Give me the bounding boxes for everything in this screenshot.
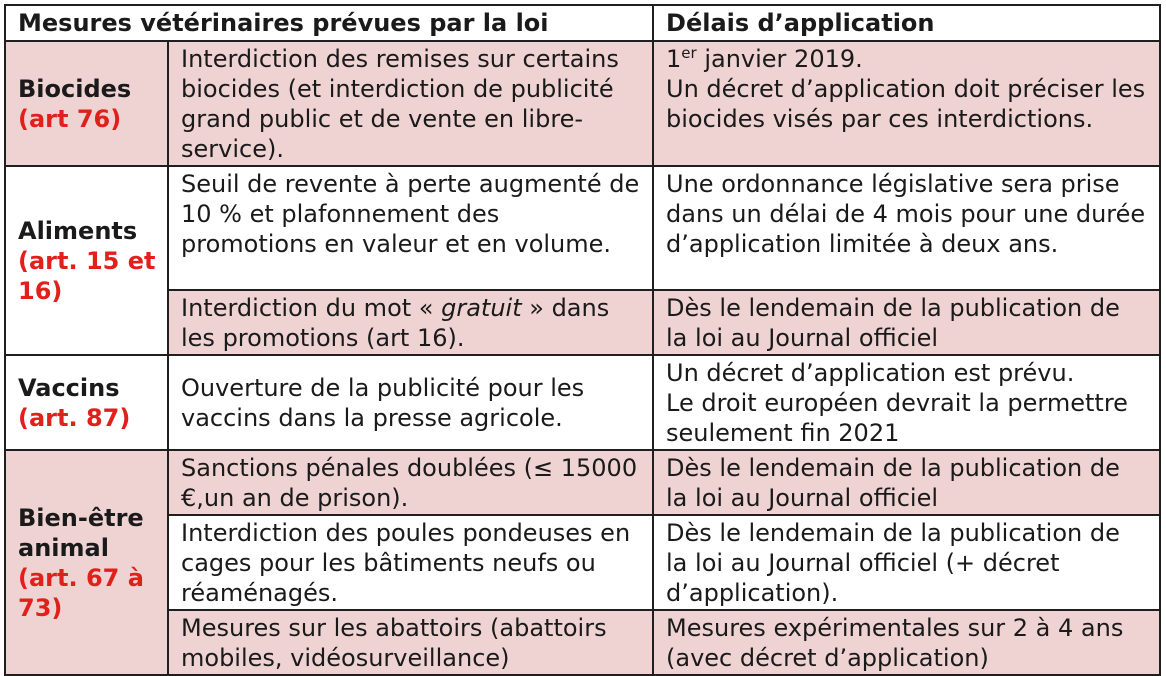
category-article: (art 76) [18, 105, 122, 133]
table-row-biocides [5, 41, 1160, 166]
deadline-cell: Mesures expérimentales sur 2 à 4 ans (avec décret d’application) [653, 610, 1160, 675]
category-bien-etre [5, 450, 168, 675]
measure-cell: Ouverture de la publicité pour les vaccins dans la presse agricole. [168, 355, 653, 450]
measure-cell: Interdiction des remises sur certains biocides (et interdiction de publicité grand public et de vente en libre-service). [168, 41, 653, 166]
category-name: Biocides [18, 75, 132, 103]
deadline-note: Un décret d’application doit préciser les biocides visés par ces interdictions. [666, 75, 1146, 133]
table-row-bien-etre-1 [5, 450, 1160, 515]
deadline-day: 1 [666, 45, 682, 73]
header-measures: Mesures vétérinaires prévues par la loi [5, 5, 653, 41]
deadline-cell [653, 41, 1160, 166]
deadline-cell: Dès le lendemain de la publication de la loi au Journal officiel [653, 290, 1160, 355]
category-name: Bien-être animal [18, 504, 144, 562]
measure-italic-word: gratuit [441, 294, 522, 322]
deadline-superscript: er [681, 44, 697, 62]
measure-cell: Seuil de revente à perte augmenté de 10 % et plafonnement des promotions en valeur et en volume. [168, 166, 653, 290]
measure-cell: Sanctions pénales doublées (≤ 15000 €,un an de prison). [168, 450, 653, 515]
deadline-cell: Dès le lendemain de la publication de la loi au Journal officiel [653, 450, 1160, 515]
category-article: (art. 15 et 16) [18, 247, 156, 305]
category-biocides [5, 41, 168, 166]
table-row-aliments-2 [5, 290, 1160, 355]
measure-cell: Interdiction des poules pondeuses en cages pour les bâtiments neufs ou réaménagés. [168, 515, 653, 610]
measure-cell [168, 290, 653, 355]
category-article: (art. 67 à 73) [18, 564, 144, 622]
document-page [4, 4, 1161, 676]
measure-text-after: » dans les promotions (art 16). [181, 294, 610, 352]
category-article: (art. 87) [18, 404, 131, 432]
category-name: Vaccins [18, 374, 120, 402]
measure-text-before: Interdiction du mot « [181, 294, 442, 322]
table-row-aliments-1 [5, 166, 1160, 290]
deadline-cell: Dès le lendemain de la publication de la loi au Journal officiel (+ décret d’application). [653, 515, 1160, 610]
category-aliments [5, 166, 168, 355]
table-row-bien-etre-3 [5, 610, 1160, 675]
deadline-cell: Une ordonnance législative sera prise dans un délai de 4 mois pour une durée d’application limitée à deux ans. [653, 166, 1160, 290]
measures-table [4, 4, 1161, 676]
deadline-cell [653, 355, 1160, 450]
measure-cell: Mesures sur les abattoirs (abattoirs mobiles, vidéosurveillance) [168, 610, 653, 675]
deadline-line-1: Un décret d’application est prévu. [666, 359, 1075, 387]
deadline-line-2: Le droit européen devrait la permettre seulement fin 2021 [666, 389, 1128, 447]
deadline-date: janvier 2019. [696, 45, 863, 73]
table-row-vaccins [5, 355, 1160, 450]
category-vaccins [5, 355, 168, 450]
header-deadlines: Délais d’application [653, 5, 1160, 41]
table-row-bien-etre-2 [5, 515, 1160, 610]
category-name: Aliments [18, 217, 138, 245]
header-row [5, 5, 1160, 41]
